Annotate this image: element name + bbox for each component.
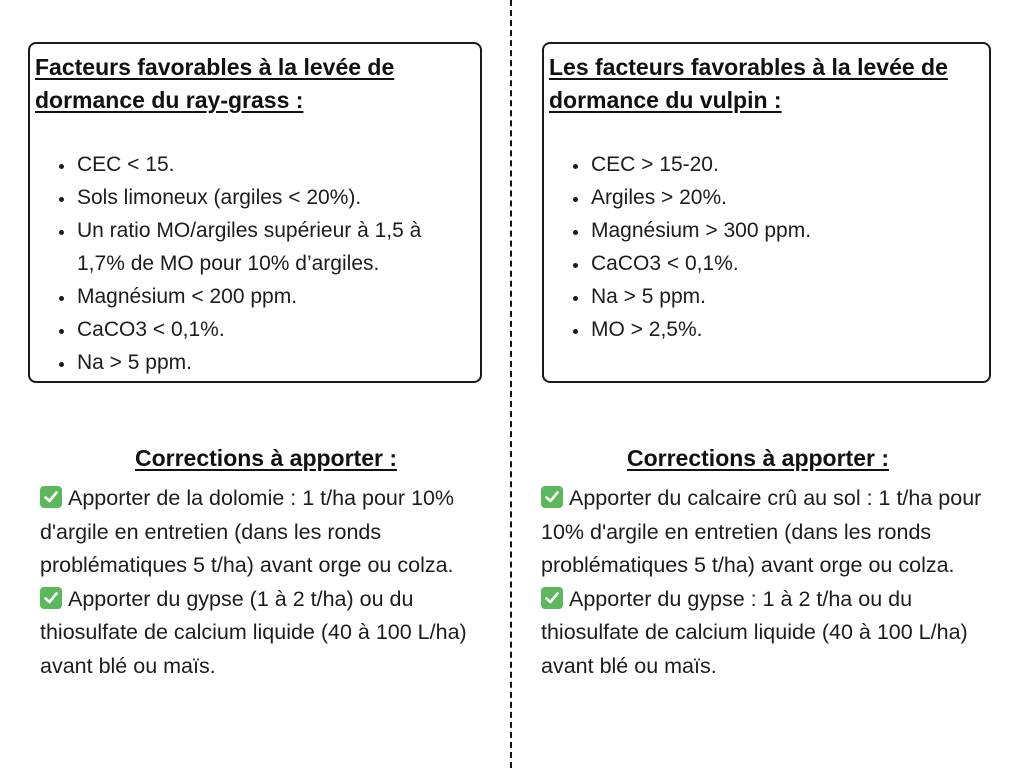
ray-grass-factors-box <box>28 42 482 383</box>
correction-item <box>541 482 986 583</box>
ray-grass-corrections-title: Corrections à apporter : <box>135 445 397 471</box>
correction-text: Apporter du gypse (1 à 2 t/ha) ou du thiosulfate de calcium liquide (40 à 100 L/ha) avant blé ou maïs. <box>40 586 467 678</box>
list-item: • MO > 2,5%. <box>590 313 983 346</box>
list-item: • Magnésium > 300 ppm. <box>590 214 983 247</box>
vulpin-title-line-1: Les facteurs favorables à la levée de <box>549 54 948 80</box>
list-item: • Na > 5 ppm. <box>590 280 983 313</box>
check-mark-icon <box>40 587 62 609</box>
vulpin-factors-title <box>549 51 948 117</box>
ray-grass-factors-title <box>35 51 394 117</box>
list-item: • CEC < 15. <box>76 148 474 181</box>
list-item: • CaCO3 < 0,1%. <box>76 313 474 346</box>
correction-text: Apporter du gypse : 1 à 2 t/ha ou du thiosulfate de calcium liquide (40 à 100 L/ha) avant blé ou maïs. <box>541 586 968 678</box>
list-item: • CaCO3 < 0,1%. <box>590 247 983 280</box>
correction-text: Apporter du calcaire crû au sol : 1 t/ha pour 10% d'argile en entretien (dans les ronds problématiques 5 t/ha) avant orge ou colza. <box>541 486 982 577</box>
list-item: • Sols limoneux (argiles < 20%). <box>76 181 474 214</box>
check-mark-icon <box>40 486 62 508</box>
list-item: • Argiles > 20%. <box>590 181 983 214</box>
ray-grass-title-line-1: Facteurs favorables à la levée de <box>35 54 395 80</box>
list-item: • Na > 5 ppm. <box>76 346 474 379</box>
correction-item <box>541 583 986 684</box>
list-item: • Magnésium < 200 ppm. <box>76 280 474 313</box>
correction-text: Apporter de la dolomie : 1 t/ha pour 10% d'argile en entretien (dans les ronds problématiques 5 t/ha) avant orge ou colza. <box>40 486 455 577</box>
list-item: • CEC > 15-20. <box>590 148 983 181</box>
ray-grass-corrections-list <box>40 482 490 683</box>
correction-item <box>40 583 490 684</box>
center-dashed-divider <box>510 0 512 768</box>
vulpin-corrections-title: Corrections à apporter : <box>627 445 889 471</box>
vulpin-factors-list <box>549 148 983 346</box>
vulpin-title-line-2: dormance du vulpin : <box>549 87 782 113</box>
correction-item <box>40 482 490 583</box>
ray-grass-factors-list <box>35 148 474 379</box>
list-item: • Un ratio MO/argiles supérieur à 1,5 à 1,7% de MO pour 10% d’argiles. <box>76 214 474 280</box>
ray-grass-corrections-section <box>40 440 490 683</box>
vulpin-corrections-section <box>541 440 986 683</box>
check-mark-icon <box>541 486 563 508</box>
vulpin-corrections-list <box>541 482 986 683</box>
vulpin-factors-box <box>542 42 991 383</box>
check-mark-icon <box>541 587 563 609</box>
ray-grass-title-line-2: dormance du ray-grass : <box>35 87 304 113</box>
